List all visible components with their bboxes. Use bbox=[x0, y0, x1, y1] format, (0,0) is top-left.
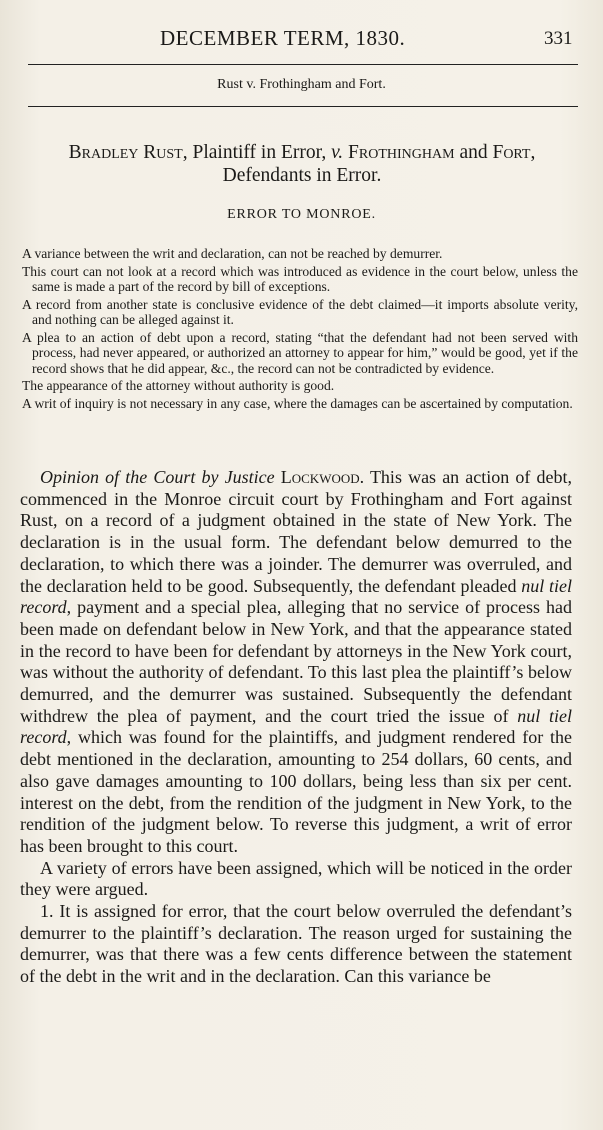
justice-name: Lockwood. bbox=[280, 467, 365, 487]
opinion-text-a: This was an action of debt, commenced in the Monroe circuit court by Frothingham and Fort against Rust, on a record of a judgment obtained in the state of New York. The declaration is in the usual form. The defendant below demurred to the declaration, to which there was a joinder. The demurrer was overruled, and the declaration held to be good. Subsequently, the defendant pleaded bbox=[20, 467, 573, 596]
running-title bbox=[0, 77, 603, 93]
running-title-text: Rust v. Frothingham and Fort. bbox=[217, 77, 386, 92]
opinion-text-b: , payment and a special plea, alleging that no service of process had been made on defendant below in New York, and that the appearance stated in the record to have been for defendant by attorneys in the New York court, was without the authority of defendant. To this last plea the plaintiff’s below demurred, and the demurrer was sustained. Subsequently the defendant withdrew the plea of payment, and the court tried the issue of bbox=[20, 597, 572, 726]
plaintiff-name: Bradley Rust bbox=[68, 142, 183, 163]
headnote: The appearance of the attorney without authority is good. bbox=[22, 378, 335, 393]
opinion-paragraph-3: 1. It is assigned for error, that the court below overruled the defendant’s demurrer to the plaintiff’s declaration. The reason urged for sustaining the demurrer, was that there was a few cents difference between the statement of the debt in the writ and in the declaration. Can this variance be bbox=[20, 901, 572, 987]
header-rule-top bbox=[28, 64, 578, 65]
nul-tiel-record-2: nul tiel record bbox=[20, 705, 572, 748]
headnotes bbox=[22, 246, 578, 413]
headnote: This court can not look at a record which was introduced as evidence in the court below, unless the same is made a part of the record by bill of exceptions. bbox=[22, 263, 578, 294]
defendant-name-1: Frothingham bbox=[343, 142, 455, 163]
headnote: A plea to an action of debt upon a record, stating “that the defendant had not been served with process, had never appeared, or authorized an attorney to appear for him,” would be good, yet if the record shows that he did appear, &c., the record can not be contradicted by evidence. bbox=[22, 329, 578, 376]
headnote: A record from another state is conclusive evidence of the debt claimed—it imports absolute verity, and nothing can be alleged against it. bbox=[22, 296, 578, 327]
term-heading: DECEMBER TERM, 1830. bbox=[160, 26, 406, 50]
nul-tiel-record-1: nul tiel record bbox=[20, 575, 572, 618]
opinion-text-c: , which was found for the plaintiffs, and judgment rendered for the debt mentioned in the declaration, amounting to 254 dollars, 60 cents, and also gave damages amounting to 100 dollars, being less than six per cent. interest on the debt, from the rendition of the judgment in New York, to the rendition of the judgment below. To reverse this judgment, a writ of error has been brought to this court. bbox=[20, 727, 572, 856]
title-and: and bbox=[454, 142, 493, 163]
proceeding-heading: ERROR TO MONROE. bbox=[227, 207, 376, 222]
page-header bbox=[0, 26, 603, 56]
opinion-body bbox=[20, 467, 572, 988]
versus: v. bbox=[331, 142, 344, 163]
headnote: A variance between the writ and declaration, can not be reached by demurrer. bbox=[22, 246, 443, 261]
headnote: A writ of inquiry is not necessary in any case, where the damages can be ascertained by computation. bbox=[22, 395, 573, 411]
opinion-intro: Opinion of the Court by Justice bbox=[40, 467, 275, 487]
opinion-paragraph-2: A variety of errors have been assigned, which will be noticed in the order they were argued. bbox=[20, 857, 572, 900]
plaintiff-role: , Plaintiff in Error, bbox=[182, 142, 332, 163]
page-number: 331 bbox=[544, 28, 573, 49]
header-rule-bottom bbox=[28, 106, 578, 107]
opinion-paragraph-1 bbox=[20, 467, 572, 858]
case-title bbox=[22, 141, 582, 187]
defendant-name-2: Fort bbox=[492, 142, 531, 163]
defendant-role: , Defendants in Error. bbox=[222, 142, 536, 186]
